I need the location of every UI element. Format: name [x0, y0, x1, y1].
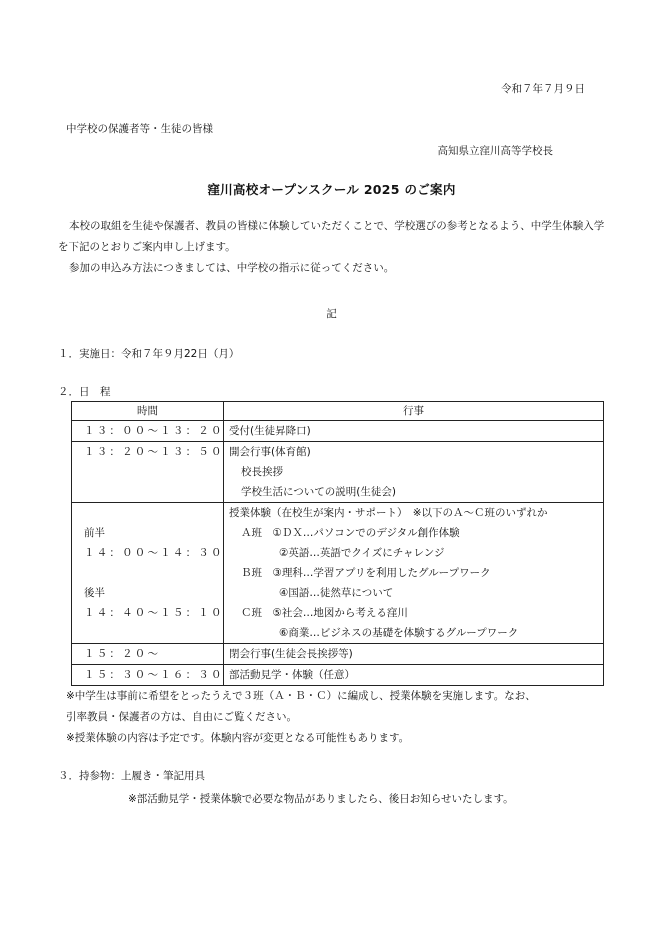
event-cell: 部活動見学・体験（任意）	[229, 669, 355, 681]
event-line: 開会行事(体育館)	[229, 446, 311, 458]
note-line: 引率教員・保護者の方は、自由にご覧ください。	[66, 711, 297, 723]
section-date: １．実施日：令和７年９月22日（月）	[58, 348, 240, 360]
document-date: 令和７年７月９日	[501, 83, 585, 95]
note-line: ※授業体験の内容は予定です。体験内容が変更となる可能性もあります。	[66, 732, 410, 744]
intro-paragraph: 参加の申込み方法につきましては、中学校の指示に従ってください。	[69, 262, 395, 274]
event-cell: 受付(生徒昇降口)	[229, 425, 311, 437]
event-line: 校長挨拶	[241, 466, 283, 478]
first-half-label: 前半	[84, 527, 105, 539]
table-row	[72, 503, 604, 644]
section-belongings: ３．持参物：上履き・筆記用具	[58, 770, 205, 782]
time-cell: １５：３０〜１６：３０	[84, 669, 224, 681]
event-line: ④国語…徒然草について	[279, 587, 394, 599]
time-cell: １４：００〜１４：３０	[84, 547, 224, 559]
schedule-notes	[66, 686, 606, 749]
second-half-label: 後半	[84, 587, 105, 599]
section-schedule-heading: ２．日 程	[58, 386, 111, 398]
table-row	[72, 442, 604, 503]
schedule-table	[71, 401, 604, 686]
time-cell: １５：２０〜	[84, 648, 161, 660]
event-line: Ａ班 ①ＤＸ…パソコンでのデジタル創作体験	[241, 527, 460, 539]
belongings-note: ※部活動見学・授業体験で必要な物品がありましたら、後日お知らせいたします。	[128, 793, 514, 805]
time-cell: １３：００〜１３：２０	[84, 425, 224, 437]
event-line: ⑥商業…ビジネスの基礎を体験するグループワーク	[279, 627, 519, 639]
event-line: Ｃ班 ⑤社会…地図から考える窪川	[241, 607, 408, 619]
table-header-row	[72, 402, 604, 421]
header-event: 行事	[224, 402, 604, 421]
event-line: 授業体験（在校生が案内・サポート） ※以下のＡ〜Ｃ班のいずれか	[229, 507, 548, 519]
event-line: ②英語…英語でクイズにチャレンジ	[279, 547, 445, 559]
intro-text	[58, 216, 606, 279]
intro-paragraph: 本校の取組を生徒や保護者、教員の皆様に体験していただくことで、学校選びの参考となるよう、中学生体験入学を下記のとおりご案内申し上げます。	[58, 220, 605, 253]
time-cell: １３：２０〜１３：５０	[84, 446, 224, 458]
event-line: 学校生活についての説明(生徒会)	[241, 486, 396, 498]
recipient: 中学校の保護者等・生徒の皆様	[66, 123, 213, 135]
event-line: Ｂ班 ③理科…学習アプリを利用したグループワーク	[241, 567, 491, 579]
document-title: 窪川高校オープンスクール 2025 のご案内	[207, 182, 456, 197]
sender: 高知県立窪川高等学校長	[437, 145, 553, 157]
table-row	[72, 644, 604, 665]
time-cell: １４：４０〜１５：１０	[84, 607, 224, 619]
table-row	[72, 665, 604, 686]
table-row	[72, 421, 604, 442]
header-time: 時間	[72, 402, 224, 421]
ki-heading: 記	[326, 308, 337, 320]
event-cell: 閉会行事(生徒会長挨拶等)	[229, 648, 353, 660]
note-line: ※中学生は事前に希望をとったうえで３班（Ａ・Ｂ・Ｃ）に編成し、授業体験を実施します。なお、	[66, 690, 536, 702]
